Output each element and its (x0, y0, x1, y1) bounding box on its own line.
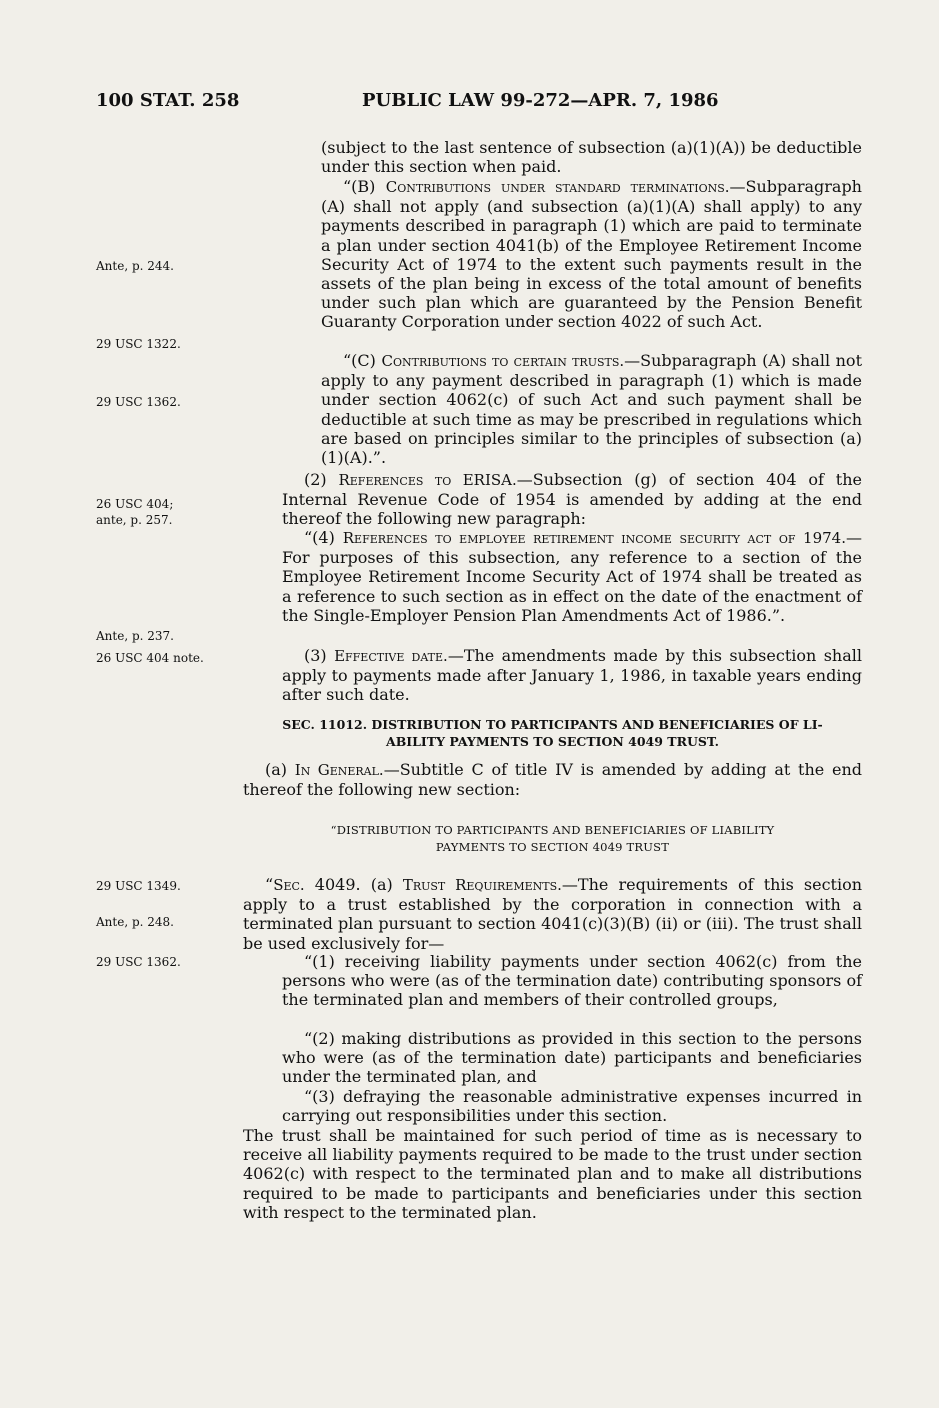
paragraph-effective-date: (3) Effective date.—The amendments made by this subsection shall apply to payments made after January 1, 1986, in taxable years ending after such date. (282, 646, 863, 705)
margin-note: ante, p. 257. (96, 513, 173, 527)
paragraph-in-general: (a) In General.—Subtitle C of title IV is amended by adding at the end thereof the following new section: (243, 760, 863, 800)
margin-note: Ante, p. 237. (96, 629, 174, 643)
subsection-heading: “DISTRIBUTION TO PARTICIPANTS AND BENEFICIARIES OF LIABILITY PAYMENTS TO SECTION 4049 TRUST (330, 823, 775, 854)
margin-note: 29 USC 1322. (96, 337, 181, 351)
margin-note: Ante, p. 244. (96, 259, 174, 273)
list-item: “(2) making distributions as provided in this section to the persons who were (as of the termination date) participants and beneficiaries under the terminated plan, and (282, 1029, 862, 1087)
margin-note: Ante, p. 248. (96, 915, 174, 929)
paragraph-trust-maintenance: The trust shall be maintained for such period of time as is necessary to receive all liability payments required to be made to the trust under section 4062(c) with respect to the terminated plan and to make all distributions required to be made to participants and beneficiaries under this section with respect to the terminated plan. (243, 1126, 862, 1222)
section-heading: SEC. 11012. DISTRIBUTION TO PARTICIPANTS AND BENEFICIARIES OF LI- ABILITY PAYMENTS TO SECTION 4049 TRUST. (282, 717, 823, 749)
margin-note: 29 USC 1362. (96, 955, 181, 969)
margin-note: 26 USC 404; (96, 497, 174, 511)
paragraph-certain-trusts: “(C) Contributions to certain trusts.—Subparagraph (A) shall not apply to any payment described in paragraph (1) which is made under section 4062(c) of such Act and such payment shall be deductible at such time as may be prescribed in regulations which are based on principles similar to the principles of subsection (a)(1)(A).”. (321, 351, 862, 468)
margin-note: 26 USC 404 note. (96, 651, 204, 665)
paragraph-continuation: (subject to the last sentence of subsection (a)(1)(A)) be deductible under this section when paid. (321, 138, 862, 177)
margin-note: 29 USC 1362. (96, 395, 181, 409)
list-item: “(3) defraying the reasonable administrative expenses incurred in carrying out responsibilities under this section. (282, 1087, 862, 1126)
paragraph-trust-requirements: “Sec. 4049. (a) Trust Requirements.—The requirements of this section apply to a trust established by the corporation in connection with a terminated plan pursuant to section 4041(c)(3)(B) (ii) or (iii). The trust shall be used exclusively for— (243, 875, 863, 953)
paragraph-standard-terminations: “(B) Contributions under standard terminations.—Subparagraph (A) shall not apply (and subsection (a)(1)(A) shall apply) to any payments described in paragraph (1) which are paid to terminate a plan under section 4041(b) of the Employee Retirement Income Security Act of 1974 to the extent such payments result in the assets of the plan being in excess of the total amount of benefits under such plan which are guaranteed by the Pension Benefit Guaranty Corporation under section 4022 of such Act. (321, 177, 862, 332)
paragraph-new-paragraph-4: “(4) References to employee retirement income security act of 1974.—For purposes of this subsection, any reference to a section of the Employee Retirement Income Security Act of 1974 shall be treated as a reference to such section as in effect on the date of the enactment of the Single-Employer Pension Plan Amendments Act of 1986.”. (282, 528, 862, 625)
list-item: “(1) receiving liability payments under section 4062(c) from the persons who were (as of the termination date) contributing sponsors of the terminated plan and members of their controlled groups, (282, 952, 862, 1010)
public-law-title: PUBLIC LAW 99-272—APR. 7, 1986 (362, 90, 719, 111)
margin-note: 29 USC 1349. (96, 879, 181, 893)
paragraph-references-erisa: (2) References to ERISA.—Subsection (g) of section 404 of the Internal Revenue Code of 1954 is amended by adding at the end thereof the following new paragraph: (282, 470, 862, 529)
statute-citation: 100 STAT. 258 (96, 90, 240, 111)
